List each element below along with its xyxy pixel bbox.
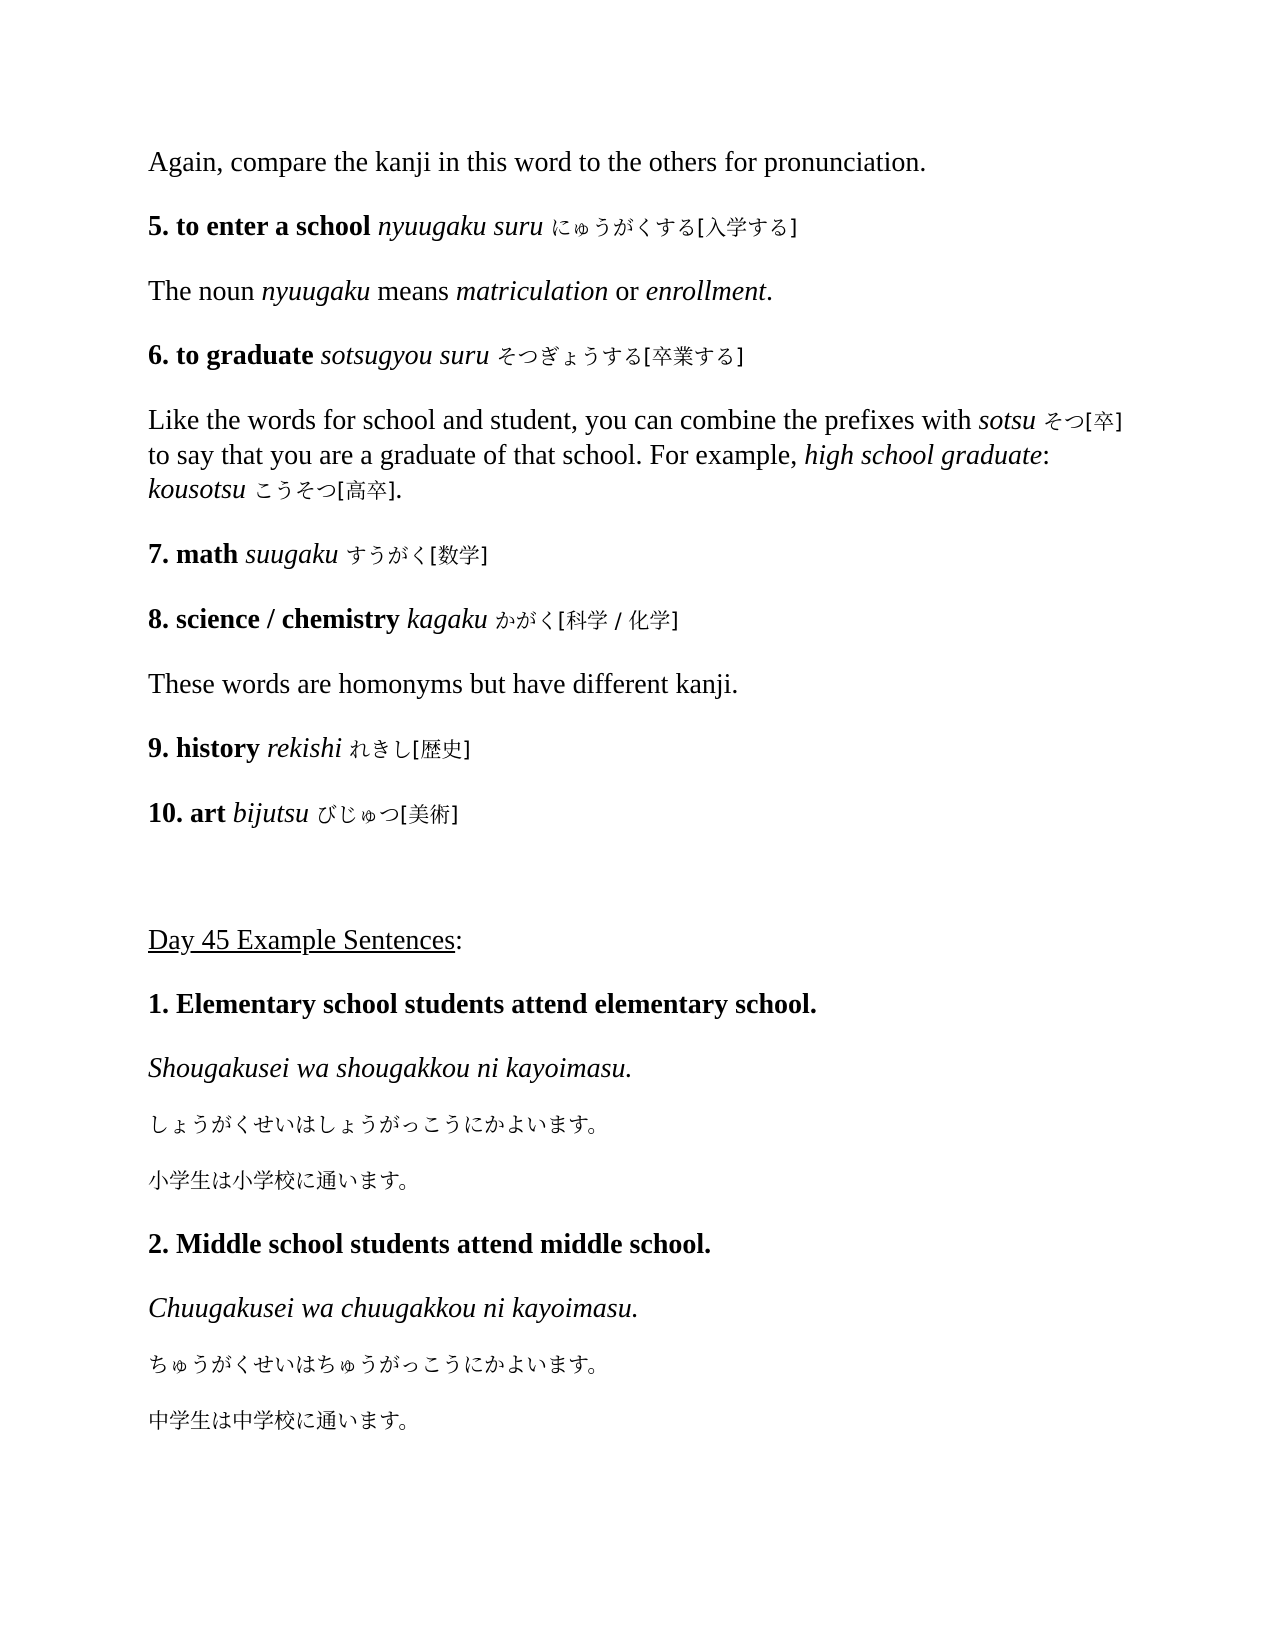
vocab-romaji: nyuugaku suru — [377, 211, 544, 242]
example-2-english: 2. Middle school students attend middle school. — [148, 1229, 712, 1260]
vocab-romaji: kagaku — [406, 604, 488, 635]
example-2-romaji: Chuugakusei wa chuugakkou ni kayoimasu. — [148, 1293, 639, 1324]
example-1-english: 1. Elementary school students attend elementary school. — [148, 989, 817, 1020]
vocab-english: 6. to graduate — [148, 340, 314, 371]
vocab-romaji: sotsugyou suru — [320, 340, 490, 371]
example-1-romaji: Shougakusei wa shougakkou ni kayoimasu. — [148, 1053, 633, 1084]
vocab-english: 9. history — [148, 733, 260, 764]
note-5-paragraph: The noun nyuugaku means matriculation or enrollment. — [148, 276, 773, 307]
vocab-romaji: bijutsu — [232, 798, 309, 829]
vocab-kana: れきし[歴史] — [349, 738, 471, 762]
vocab-english: 8. science / chemistry — [148, 604, 400, 635]
vocab-kana: びじゅつ[美術] — [316, 803, 459, 827]
vocab-english: 10. art — [148, 798, 226, 829]
vocab-item-5 — [148, 210, 1128, 245]
vocab-kana: かがく[科学 / 化学] — [494, 609, 679, 633]
vocab-kana: そつぎょうする[卒業する] — [496, 345, 744, 369]
vocab-romaji: rekishi — [267, 733, 343, 764]
vocab-item-9 — [148, 732, 1128, 767]
vocab-item-6 — [148, 339, 1128, 374]
example-2-kana: ちゅうがくせいはちゅうがっこうにかよいます。 — [148, 1353, 609, 1377]
note-8-paragraph: These words are homonyms but have different kanji. — [148, 669, 739, 700]
examples-heading: Day 45 Example Sentences: — [148, 925, 463, 956]
vocab-english: 5. to enter a school — [148, 211, 371, 242]
vocab-kana: すうがく[数学] — [345, 544, 488, 568]
intro-paragraph: Again, compare the kanji in this word to the others for pronunciation. — [148, 147, 927, 178]
vocab-english: 7. math — [148, 539, 239, 570]
example-2-kanji: 中学生は中学校に通います。 — [148, 1409, 420, 1433]
vocab-item-8 — [148, 603, 1128, 638]
vocab-romaji: suugaku — [245, 539, 339, 570]
document-page — [148, 146, 1128, 1438]
example-1-kana: しょうがくせいはしょうがっこうにかよいます。 — [148, 1113, 609, 1137]
note-6-paragraph: Like the words for school and student, you can combine the prefixes with sotsu そつ[卒] to say that you are a graduate of that school. For example, high school graduate: kousotsu こうそつ[高卒]. — [148, 405, 1123, 505]
vocab-item-10 — [148, 797, 1128, 832]
example-1-kanji: 小学生は小学校に通います。 — [148, 1169, 420, 1193]
vocab-item-7 — [148, 538, 1128, 573]
vocab-kana: にゅうがくする[入学する] — [550, 216, 798, 240]
